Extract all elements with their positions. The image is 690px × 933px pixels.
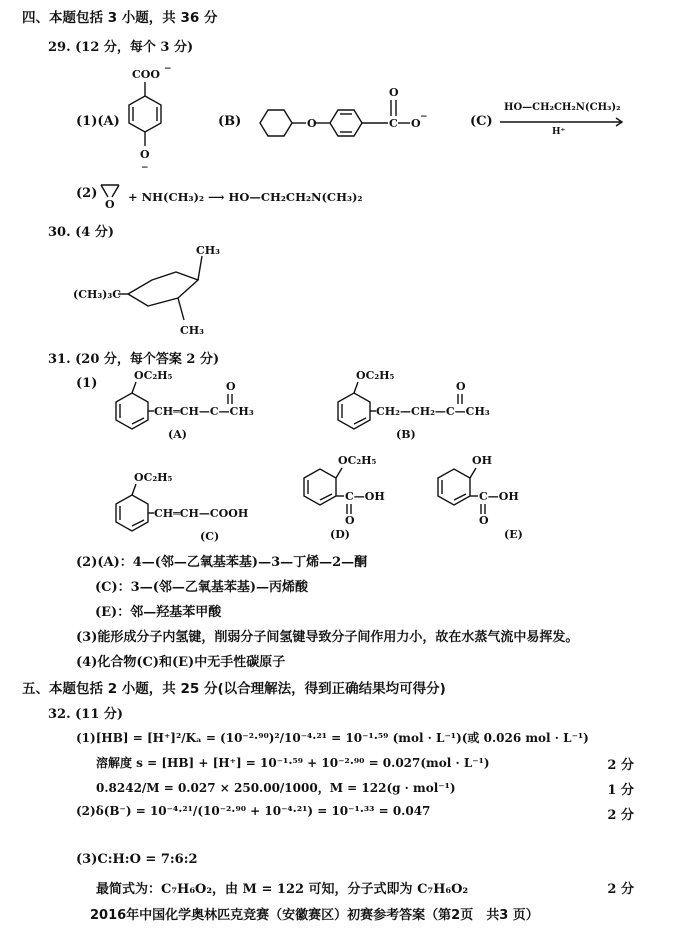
q29-c-catalyst: H⁺ <box>552 127 566 137</box>
chair-ring <box>128 272 198 306</box>
q29-epoxide <box>98 180 128 210</box>
q29-structure-a <box>120 66 180 176</box>
q31a-oet: OC₂H₅ <box>134 369 173 382</box>
q31c-label: (C) <box>200 530 220 543</box>
q31d-cooh: C—OH <box>345 490 385 503</box>
q30-me-top: CH₃ <box>196 244 220 257</box>
q31b-chain: CH₂—CH₂—C—CH₃ <box>376 405 490 418</box>
b-carbonyl-o: O <box>389 86 399 99</box>
q31a-label: (A) <box>168 428 187 441</box>
b-charge: − <box>420 112 428 122</box>
a-o-charge: − <box>141 163 149 173</box>
epoxide-o: O <box>105 198 115 211</box>
q31b-label: (B) <box>396 428 416 441</box>
q30-me-bottom: CH₃ <box>180 324 204 337</box>
q31-p1-label: (1) <box>76 376 98 391</box>
q32-line1: (1)[HB] = [H⁺]²/Kₐ = (10⁻²·⁹⁰)²/10⁻⁴·²¹ = 10⁻¹·⁵⁹ (mol · L⁻¹)(或 0.026 mol · L⁻¹) <box>76 731 589 745</box>
q29-b-label: (B) <box>218 114 242 129</box>
a-o-label: O <box>140 148 150 161</box>
q31b-o: O <box>456 380 466 393</box>
q29-c-reagent: HO—CH₂CH₂N(CH₃)₂ <box>504 102 621 113</box>
q30-header: 30. (4 分) <box>48 225 115 240</box>
page-footer: 2016年中国化学奥林匹克竞赛（安徽赛区）初赛参考答案（第2页 共3 页） <box>90 908 539 923</box>
q31e-cooh: C—OH <box>479 490 519 503</box>
q31-p2c: (C)：3—(邻—乙氧基苯基)—丙烯酸 <box>95 580 308 595</box>
b-cyclohexane-ring <box>260 110 292 136</box>
q31-p3: (3)能形成分子内氢键，削弱分子间氢键导致分子间作用力小，故在水蒸气流中易挥发。 <box>76 630 579 645</box>
a-coo-charge: − <box>164 64 172 74</box>
q31-p2e: (E)：邻—羟基苯甲酸 <box>95 605 222 620</box>
q29-p2-label: (2) <box>76 186 98 201</box>
q31c-oet: OC₂H₅ <box>134 471 173 484</box>
q32-line2-points: 2 分 <box>607 758 634 773</box>
q32-line6-points: 2 分 <box>607 882 634 897</box>
q31-structure-d <box>294 448 424 548</box>
q32-line3: 0.8242/M = 0.027 × 250.00/1000，M = 122(g · mol⁻¹) <box>96 781 456 795</box>
q31a-chain: CH═CH—C—CH₃ <box>154 405 254 418</box>
q31-structure-a <box>96 368 276 448</box>
q31a-o: O <box>226 380 236 393</box>
q31d-oet: OC₂H₅ <box>338 454 377 467</box>
q32-line4-points: 2 分 <box>607 808 634 823</box>
q31d-o: O <box>345 514 355 527</box>
q31e-oh: OH <box>472 454 492 467</box>
b-carbonyl-c: C <box>389 117 398 130</box>
q29-c-label: (C) <box>470 114 493 129</box>
q31-structure-e <box>428 448 558 548</box>
b-o-minus: O <box>411 117 421 130</box>
q32-header: 32. (11 分) <box>48 707 124 722</box>
q29-structure-b <box>248 84 448 154</box>
q31-p2a: (2)(A)：4—(邻—乙氧基苯基)—3—丁烯—2—酮 <box>76 555 368 570</box>
q31-header: 31. (20 分，每个答案 2 分) <box>48 352 220 367</box>
q29-p1-label: (1)(A) <box>76 114 120 129</box>
q31b-oet: OC₂H₅ <box>356 369 395 382</box>
q30-tbu: (CH₃)₃C <box>73 288 121 301</box>
q32-line5: (3)C:H:O = 7:6:2 <box>76 852 198 867</box>
q31e-label: (E) <box>504 528 523 541</box>
q31d-label: (D) <box>330 528 350 541</box>
q32-line2: 溶解度 s = [HB] + [H⁺] = 10⁻¹·⁵⁹ + 10⁻²·⁹⁰ = 0.027(mol · L⁻¹) <box>96 756 490 770</box>
a-coo-label: COO <box>132 68 160 81</box>
b-ether-o: O <box>307 117 317 130</box>
q31c-chain: CH═CH—COOH <box>154 507 249 520</box>
q32-line3-points: 1 分 <box>607 783 634 798</box>
q31e-o: O <box>479 514 489 527</box>
q29-p2-text: + NH(CH₃)₂ ⟶ HO—CH₂CH₂N(CH₃)₂ <box>128 190 363 204</box>
section4-header: 四、本题包括 3 小题，共 36 分 <box>22 10 218 26</box>
q30-cyclohexane-chair <box>70 240 240 340</box>
q31-p4: (4)化合物(C)和(E)中无手性碳原子 <box>76 655 286 670</box>
q32-line6: 最简式为：C₇H₆O₂，由 M = 122 可知，分子式即为 C₇H₆O₂ <box>96 882 469 897</box>
q29-header: 29. (12 分，每个 3 分) <box>48 40 194 55</box>
section5-header: 五、本题包括 2 小题，共 25 分(以合理解法，得到正确结果均可得分) <box>22 681 446 697</box>
q31-structure-b <box>318 368 518 448</box>
q31-structure-c <box>96 470 276 550</box>
q32-line4: (2)δ(B⁻) = 10⁻⁴·²¹/(10⁻²·⁹⁰ + 10⁻⁴·²¹) = 10⁻¹·³³ = 0.047 <box>76 804 431 818</box>
a-benzene-ring <box>129 96 161 132</box>
